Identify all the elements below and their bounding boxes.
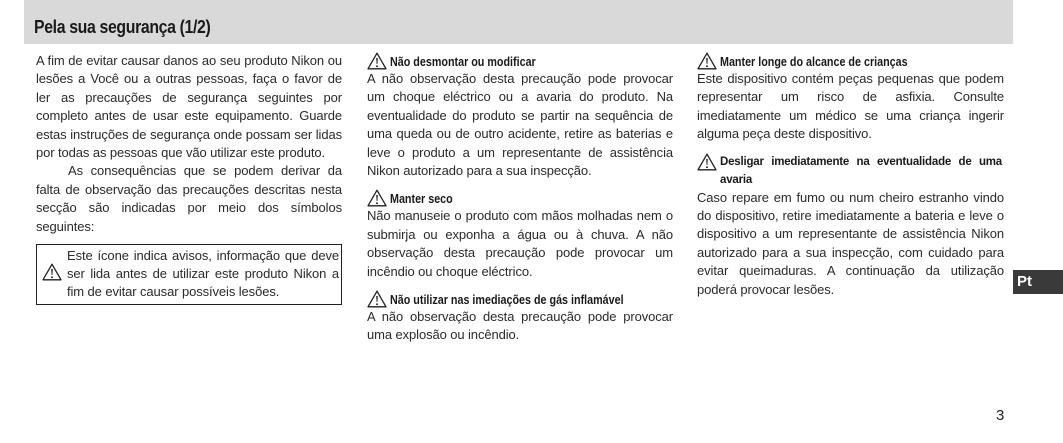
section-heading-text: Desligar imediatamente na eventualidade de uma avaria xyxy=(720,155,1002,186)
section-heading xyxy=(697,153,1004,189)
language-tab xyxy=(1013,270,1063,294)
section-heading xyxy=(697,52,1004,70)
column-precautions-b xyxy=(697,52,1004,308)
page-title: Pela sua segurança (1/2) xyxy=(34,17,211,37)
page-header-bar xyxy=(24,0,1013,44)
warning-triangle-icon xyxy=(367,52,387,70)
section-keep-from-children xyxy=(697,52,1004,144)
section-heading-text: Manter seco xyxy=(390,192,453,207)
warning-triangle-icon xyxy=(367,290,387,308)
section-heading xyxy=(367,290,673,308)
warning-notice-box xyxy=(36,244,342,305)
section-body: Não manuseie o produto com mãos molhadas nem o submirja ou exponha a água ou à chuva. A não observação desta precaução pode provocar um incêndio ou choque eléctrico. xyxy=(367,208,673,279)
intro-paragraph: A fim de evitar causar danos ao seu produto Nikon ou lesões a Você ou a outras pessoas, faça o favor de ler as precauções de segurança seguintes por completo antes de usar este equipamento. Guarde estas instruções de segurança onde possam ser lidas por todas as pessoas que vão utilizar este produto. xyxy=(36,53,342,161)
warning-triangle-icon xyxy=(697,52,717,70)
section-body: A não observação desta precaução pode provocar uma explosão ou incêndio. xyxy=(367,309,673,343)
section-heading-text: Não desmontar ou modificar xyxy=(390,55,536,69)
section-no-disassembly xyxy=(367,52,673,180)
warning-triangle-icon xyxy=(367,189,387,207)
section-malfunction xyxy=(697,153,1004,299)
section-heading xyxy=(367,52,673,70)
section-keep-dry xyxy=(367,189,673,281)
consequences-paragraph: As consequências que se podem derivar da falta de observação das precauções descritas nesta secção são indicadas por meio dos símbolos seguintes: xyxy=(36,163,342,234)
section-flammable-gas xyxy=(367,290,673,345)
section-heading xyxy=(367,189,673,207)
column-intro xyxy=(36,52,342,305)
section-body: Este dispositivo contém peças pequenas que podem representar um risco de asfixia. Consulte imediatamente um médico se uma criança ingerir alguma peça deste dispositivo. xyxy=(697,71,1004,142)
warning-notice-text: Este ícone indica avisos, informação que deve ser lida antes de utilizar este produto Nikon a fim de evitar causar possíveis lesões. xyxy=(67,248,339,300)
section-body: A não observação desta precaução pode provocar um choque eléctrico ou a avaria do produto. Na eventualidade do produto se partir na sequência de uma queda ou de outro acidente, retire as baterias e leve o produto a um representante de assistência Nikon autorizado para a sua inspecção. xyxy=(367,71,673,179)
section-heading-text: Não utilizar nas imediações de gás inflamável xyxy=(390,293,624,308)
section-body: Caso repare em fumo ou num cheiro estranho vindo do dispositivo, retire imediatamente a bateria e leve o dispositivo a um representante de assistência Nikon autorizado para a sua inspecção, com cuidado para evitar queimaduras. A continuação da utilização poderá provocar lesões. xyxy=(697,189,1004,297)
section-heading-text: Manter longe do alcance de crianças xyxy=(720,55,908,69)
warning-triangle-icon xyxy=(697,153,717,171)
language-tab-label: Pt xyxy=(1017,273,1032,290)
column-precautions-a xyxy=(367,52,673,354)
warning-triangle-icon xyxy=(42,263,62,281)
page-number: 3 xyxy=(996,407,1005,424)
